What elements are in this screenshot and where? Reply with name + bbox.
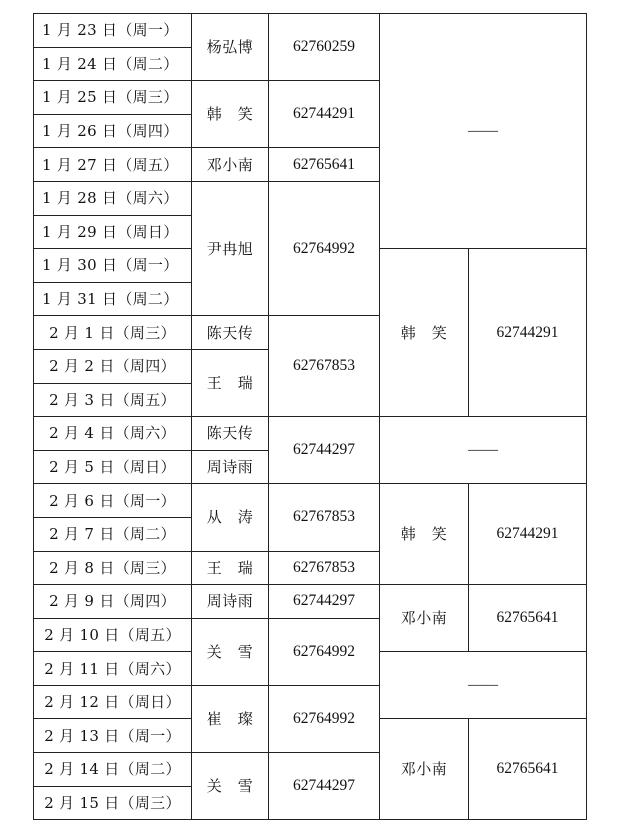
date-cell: 2 月 5 日（周日） (34, 450, 192, 484)
table-row (34, 14, 587, 48)
date-cell: 1 月 24 日（周二） (34, 47, 192, 81)
date-cell: 2 月 1 日（周三） (34, 316, 192, 350)
duty-name-cell: 从 涛 (192, 484, 269, 551)
duty-phone-cell: 62765641 (269, 148, 380, 182)
duty-name-cell: 陈天传 (192, 316, 269, 350)
date-cell: 2 月 4 日（周六） (34, 417, 192, 451)
leader-dash-cell: —— (380, 652, 587, 719)
leader-name-cell: 邓小南 (380, 719, 469, 820)
date-cell: 2 月 13 日（周一） (34, 719, 192, 753)
duty-phone-cell: 62764992 (269, 685, 380, 752)
date-cell: 2 月 8 日（周三） (34, 551, 192, 585)
duty-phone-cell: 62767853 (269, 551, 380, 585)
leader-phone-cell: 62744291 (469, 249, 587, 417)
duty-name-cell: 王 瑞 (192, 551, 269, 585)
duty-name-cell: 王 瑞 (192, 349, 269, 416)
leader-dash-cell: —— (380, 417, 587, 484)
date-cell: 1 月 26 日（周四） (34, 114, 192, 148)
date-cell: 2 月 6 日（周一） (34, 484, 192, 518)
leader-phone-cell: 62765641 (469, 585, 587, 652)
duty-phone-cell: 62764992 (269, 181, 380, 315)
date-cell: 2 月 15 日（周三） (34, 786, 192, 820)
leader-dash-cell: —— (380, 14, 587, 249)
duty-phone-cell: 62767853 (269, 484, 380, 551)
table-row (34, 484, 587, 518)
table-row (34, 417, 587, 451)
date-cell: 1 月 28 日（周六） (34, 181, 192, 215)
duty-phone-cell: 62744297 (269, 585, 380, 619)
date-cell: 1 月 30 日（周一） (34, 249, 192, 283)
duty-phone-cell: 62764992 (269, 618, 380, 685)
leader-phone-cell: 62765641 (469, 719, 587, 820)
date-cell: 2 月 14 日（周二） (34, 753, 192, 787)
duty-name-cell: 周诗雨 (192, 585, 269, 619)
duty-phone-cell: 62767853 (269, 316, 380, 417)
duty-name-cell: 关 雪 (192, 753, 269, 820)
date-cell: 2 月 11 日（周六） (34, 652, 192, 686)
duty-name-cell: 杨弘博 (192, 14, 269, 81)
leader-phone-cell: 62744291 (469, 484, 587, 585)
duty-name-cell: 崔 璨 (192, 685, 269, 752)
duty-name-cell: 邓小南 (192, 148, 269, 182)
leader-name-cell: 韩 笑 (380, 484, 469, 585)
duty-phone-cell: 62744297 (269, 417, 380, 484)
date-cell: 1 月 23 日（周一） (34, 14, 192, 48)
duty-phone-cell: 62744291 (269, 81, 380, 148)
date-cell: 2 月 12 日（周日） (34, 685, 192, 719)
duty-name-cell: 韩 笑 (192, 81, 269, 148)
date-cell: 1 月 31 日（周二） (34, 282, 192, 316)
table-row (34, 585, 587, 619)
duty-phone-cell: 62744297 (269, 753, 380, 820)
duty-name-cell: 陈天传 (192, 417, 269, 451)
leader-name-cell: 邓小南 (380, 585, 469, 652)
duty-name-cell: 尹冉旭 (192, 181, 269, 315)
date-cell: 1 月 29 日（周日） (34, 215, 192, 249)
date-cell: 2 月 9 日（周四） (34, 585, 192, 619)
leader-name-cell: 韩 笑 (380, 249, 469, 417)
duty-phone-cell: 62760259 (269, 14, 380, 81)
date-cell: 2 月 7 日（周二） (34, 517, 192, 551)
date-cell: 2 月 10 日（周五） (34, 618, 192, 652)
duty-schedule-table (33, 13, 587, 820)
date-cell: 2 月 2 日（周四） (34, 349, 192, 383)
date-cell: 2 月 3 日（周五） (34, 383, 192, 417)
duty-name-cell: 关 雪 (192, 618, 269, 685)
duty-name-cell: 周诗雨 (192, 450, 269, 484)
date-cell: 1 月 25 日（周三） (34, 81, 192, 115)
date-cell: 1 月 27 日（周五） (34, 148, 192, 182)
